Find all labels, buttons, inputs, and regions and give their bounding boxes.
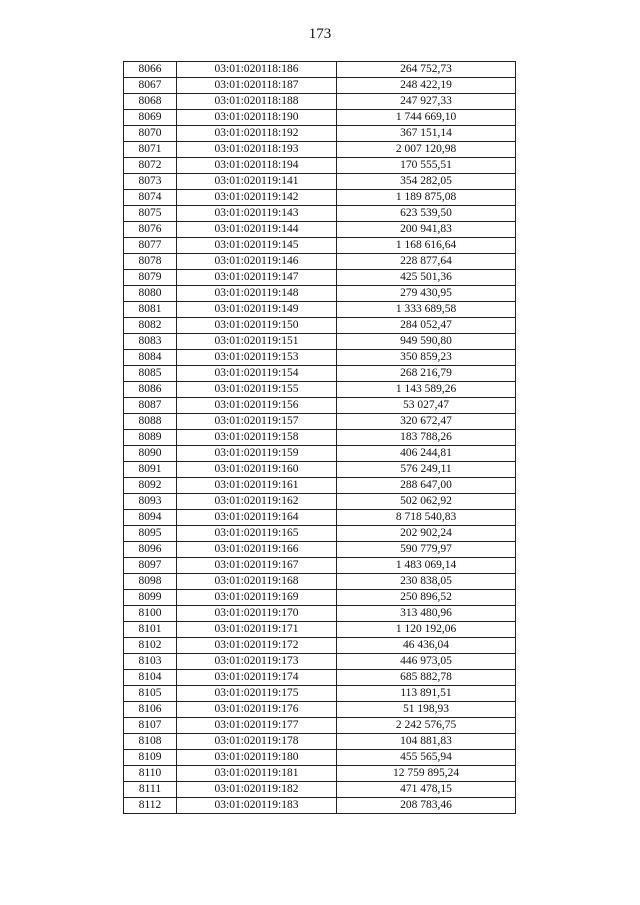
row-number-cell: 8087	[124, 398, 177, 414]
row-number-cell: 8066	[124, 62, 177, 78]
cadastral-value-cell: 1 333 689,58	[337, 302, 516, 318]
table-row	[124, 366, 516, 382]
cadastral-number-cell: 03:01:020119:165	[177, 526, 337, 542]
table-row	[124, 462, 516, 478]
cadastral-number-cell: 03:01:020119:145	[177, 238, 337, 254]
table-row	[124, 302, 516, 318]
table-row	[124, 158, 516, 174]
cadastral-value-cell: 170 555,51	[337, 158, 516, 174]
cadastral-number-cell: 03:01:020119:177	[177, 718, 337, 734]
row-number-cell: 8094	[124, 510, 177, 526]
table-row	[124, 254, 516, 270]
row-number-cell: 8084	[124, 350, 177, 366]
cadastral-number-cell: 03:01:020119:149	[177, 302, 337, 318]
row-number-cell: 8103	[124, 654, 177, 670]
table-row	[124, 142, 516, 158]
table-row	[124, 398, 516, 414]
cadastral-number-cell: 03:01:020118:190	[177, 110, 337, 126]
cadastral-number-cell: 03:01:020118:194	[177, 158, 337, 174]
cadastral-number-cell: 03:01:020119:173	[177, 654, 337, 670]
row-number-cell: 8110	[124, 766, 177, 782]
cadastral-number-cell: 03:01:020119:175	[177, 686, 337, 702]
cadastral-value-cell: 247 927,33	[337, 94, 516, 110]
row-number-cell: 8101	[124, 622, 177, 638]
cadastral-number-cell: 03:01:020119:161	[177, 478, 337, 494]
cadastral-number-cell: 03:01:020119:153	[177, 350, 337, 366]
table-row	[124, 174, 516, 190]
row-number-cell: 8099	[124, 590, 177, 606]
table-row	[124, 414, 516, 430]
cadastral-value-cell: 53 027,47	[337, 398, 516, 414]
row-number-cell: 8102	[124, 638, 177, 654]
table-row	[124, 478, 516, 494]
cadastral-value-cell: 264 752,73	[337, 62, 516, 78]
cadastral-value-cell: 685 882,78	[337, 670, 516, 686]
table-row	[124, 430, 516, 446]
table-row	[124, 126, 516, 142]
cadastral-value-cell: 2 007 120,98	[337, 142, 516, 158]
cadastral-value-cell: 284 052,47	[337, 318, 516, 334]
cadastral-number-cell: 03:01:020119:169	[177, 590, 337, 606]
cadastral-value-cell: 367 151,14	[337, 126, 516, 142]
cadastral-number-cell: 03:01:020119:141	[177, 174, 337, 190]
cadastral-number-cell: 03:01:020119:146	[177, 254, 337, 270]
cadastral-number-cell: 03:01:020119:176	[177, 702, 337, 718]
cadastral-value-cell: 1 143 589,26	[337, 382, 516, 398]
cadastral-number-cell: 03:01:020119:182	[177, 782, 337, 798]
cadastral-value-cell: 446 973,05	[337, 654, 516, 670]
cadastral-value-cell: 350 859,23	[337, 350, 516, 366]
table-row	[124, 446, 516, 462]
cadastral-number-cell: 03:01:020119:148	[177, 286, 337, 302]
cadastral-number-cell: 03:01:020118:186	[177, 62, 337, 78]
cadastral-value-cell: 202 902,24	[337, 526, 516, 542]
cadastral-number-cell: 03:01:020119:162	[177, 494, 337, 510]
table-row	[124, 382, 516, 398]
table-row	[124, 78, 516, 94]
table-row	[124, 750, 516, 766]
cadastral-value-cell: 183 788,26	[337, 430, 516, 446]
table-row	[124, 350, 516, 366]
table-row	[124, 782, 516, 798]
row-number-cell: 8096	[124, 542, 177, 558]
cadastral-number-cell: 03:01:020118:188	[177, 94, 337, 110]
cadastral-number-cell: 03:01:020119:157	[177, 414, 337, 430]
cadastral-value-cell: 590 779,97	[337, 542, 516, 558]
cadastral-number-cell: 03:01:020118:192	[177, 126, 337, 142]
table-row	[124, 206, 516, 222]
row-number-cell: 8073	[124, 174, 177, 190]
table-row	[124, 558, 516, 574]
row-number-cell: 8068	[124, 94, 177, 110]
cadastral-number-cell: 03:01:020119:154	[177, 366, 337, 382]
row-number-cell: 8085	[124, 366, 177, 382]
table-row	[124, 638, 516, 654]
row-number-cell: 8076	[124, 222, 177, 238]
table-row	[124, 654, 516, 670]
row-number-cell: 8088	[124, 414, 177, 430]
cadastral-value-cell: 248 422,19	[337, 78, 516, 94]
row-number-cell: 8105	[124, 686, 177, 702]
cadastral-number-cell: 03:01:020119:171	[177, 622, 337, 638]
table-row	[124, 766, 516, 782]
row-number-cell: 8093	[124, 494, 177, 510]
cadastral-value-cell: 8 718 540,83	[337, 510, 516, 526]
table-row	[124, 510, 516, 526]
table-row	[124, 286, 516, 302]
cadastral-number-cell: 03:01:020119:170	[177, 606, 337, 622]
row-number-cell: 8111	[124, 782, 177, 798]
table-row	[124, 718, 516, 734]
row-number-cell: 8098	[124, 574, 177, 590]
table-row	[124, 222, 516, 238]
row-number-cell: 8074	[124, 190, 177, 206]
cadastral-value-cell: 623 539,50	[337, 206, 516, 222]
cadastral-number-cell: 03:01:020119:172	[177, 638, 337, 654]
cadastral-value-cell: 51 198,93	[337, 702, 516, 718]
table-row	[124, 702, 516, 718]
row-number-cell: 8081	[124, 302, 177, 318]
cadastral-value-cell: 208 783,46	[337, 798, 516, 814]
cadastral-number-cell: 03:01:020119:167	[177, 558, 337, 574]
table-row	[124, 94, 516, 110]
row-number-cell: 8072	[124, 158, 177, 174]
cadastral-number-cell: 03:01:020119:155	[177, 382, 337, 398]
row-number-cell: 8083	[124, 334, 177, 350]
cadastral-number-cell: 03:01:020119:156	[177, 398, 337, 414]
cadastral-value-cell: 471 478,15	[337, 782, 516, 798]
cadastral-value-cell: 113 891,51	[337, 686, 516, 702]
cadastral-value-cell: 268 216,79	[337, 366, 516, 382]
cadastral-value-cell: 320 672,47	[337, 414, 516, 430]
cadastral-number-cell: 03:01:020119:183	[177, 798, 337, 814]
cadastral-number-cell: 03:01:020119:144	[177, 222, 337, 238]
cadastral-number-cell: 03:01:020119:160	[177, 462, 337, 478]
cadastral-value-cell: 576 249,11	[337, 462, 516, 478]
cadastral-number-cell: 03:01:020119:143	[177, 206, 337, 222]
table-row	[124, 110, 516, 126]
cadastral-number-cell: 03:01:020119:174	[177, 670, 337, 686]
row-number-cell: 8070	[124, 126, 177, 142]
table-row	[124, 798, 516, 814]
row-number-cell: 8090	[124, 446, 177, 462]
cadastral-number-cell: 03:01:020119:159	[177, 446, 337, 462]
row-number-cell: 8078	[124, 254, 177, 270]
cadastral-value-cell: 2 242 576,75	[337, 718, 516, 734]
cadastral-value-cell: 104 881,83	[337, 734, 516, 750]
page-number: 173	[308, 26, 332, 42]
row-number-cell: 8089	[124, 430, 177, 446]
row-number-cell: 8067	[124, 78, 177, 94]
cadastral-value-cell: 250 896,52	[337, 590, 516, 606]
table-row	[124, 190, 516, 206]
cadastral-number-cell: 03:01:020119:168	[177, 574, 337, 590]
cadastral-number-cell: 03:01:020119:180	[177, 750, 337, 766]
cadastral-value-cell: 1 483 069,14	[337, 558, 516, 574]
row-number-cell: 8075	[124, 206, 177, 222]
row-number-cell: 8100	[124, 606, 177, 622]
cadastral-value-cell: 1 744 669,10	[337, 110, 516, 126]
cadastral-value-cell: 354 282,05	[337, 174, 516, 190]
cadastral-number-cell: 03:01:020119:151	[177, 334, 337, 350]
row-number-cell: 8097	[124, 558, 177, 574]
table-row	[124, 318, 516, 334]
row-number-cell: 8108	[124, 734, 177, 750]
table-row	[124, 334, 516, 350]
row-number-cell: 8107	[124, 718, 177, 734]
cadastral-number-cell: 03:01:020118:193	[177, 142, 337, 158]
row-number-cell: 8071	[124, 142, 177, 158]
cadastral-value-cell: 455 565,94	[337, 750, 516, 766]
table-row	[124, 606, 516, 622]
cadastral-value-cell: 1 120 192,06	[337, 622, 516, 638]
table-row	[124, 62, 516, 78]
row-number-cell: 8082	[124, 318, 177, 334]
cadastral-value-cell: 228 877,64	[337, 254, 516, 270]
cadastral-number-cell: 03:01:020119:164	[177, 510, 337, 526]
cadastral-value-cell: 1 168 616,64	[337, 238, 516, 254]
row-number-cell: 8079	[124, 270, 177, 286]
cadastral-value-cell: 288 647,00	[337, 478, 516, 494]
row-number-cell: 8092	[124, 478, 177, 494]
cadastral-value-cell: 46 436,04	[337, 638, 516, 654]
table-row	[124, 686, 516, 702]
table-row	[124, 542, 516, 558]
table-row	[124, 494, 516, 510]
cadastral-value-cell: 425 501,36	[337, 270, 516, 286]
cadastral-value-cell: 502 062,92	[337, 494, 516, 510]
row-number-cell: 8095	[124, 526, 177, 542]
row-number-cell: 8091	[124, 462, 177, 478]
row-number-cell: 8077	[124, 238, 177, 254]
row-number-cell: 8104	[124, 670, 177, 686]
row-number-cell: 8080	[124, 286, 177, 302]
table-row	[124, 574, 516, 590]
cadastral-value-cell: 200 941,83	[337, 222, 516, 238]
row-number-cell: 8086	[124, 382, 177, 398]
cadastral-value-cell: 313 480,96	[337, 606, 516, 622]
cadastral-value-cell: 279 430,95	[337, 286, 516, 302]
table-row	[124, 270, 516, 286]
cadastral-number-cell: 03:01:020118:187	[177, 78, 337, 94]
table-row	[124, 670, 516, 686]
cadastral-number-cell: 03:01:020119:181	[177, 766, 337, 782]
table-row	[124, 734, 516, 750]
cadastral-value-cell: 406 244,81	[337, 446, 516, 462]
cadastral-number-cell: 03:01:020119:158	[177, 430, 337, 446]
row-number-cell: 8106	[124, 702, 177, 718]
cadastral-number-cell: 03:01:020119:166	[177, 542, 337, 558]
table-row	[124, 238, 516, 254]
cadastral-value-table	[123, 61, 516, 814]
table-body	[124, 62, 516, 814]
table-row	[124, 622, 516, 638]
row-number-cell: 8112	[124, 798, 177, 814]
row-number-cell: 8109	[124, 750, 177, 766]
row-number-cell: 8069	[124, 110, 177, 126]
cadastral-number-cell: 03:01:020119:147	[177, 270, 337, 286]
cadastral-value-cell: 230 838,05	[337, 574, 516, 590]
cadastral-value-cell: 949 590,80	[337, 334, 516, 350]
cadastral-value-cell: 1 189 875,08	[337, 190, 516, 206]
cadastral-value-cell: 12 759 895,24	[337, 766, 516, 782]
cadastral-number-cell: 03:01:020119:150	[177, 318, 337, 334]
cadastral-number-cell: 03:01:020119:142	[177, 190, 337, 206]
table-row	[124, 526, 516, 542]
cadastral-number-cell: 03:01:020119:178	[177, 734, 337, 750]
table-row	[124, 590, 516, 606]
